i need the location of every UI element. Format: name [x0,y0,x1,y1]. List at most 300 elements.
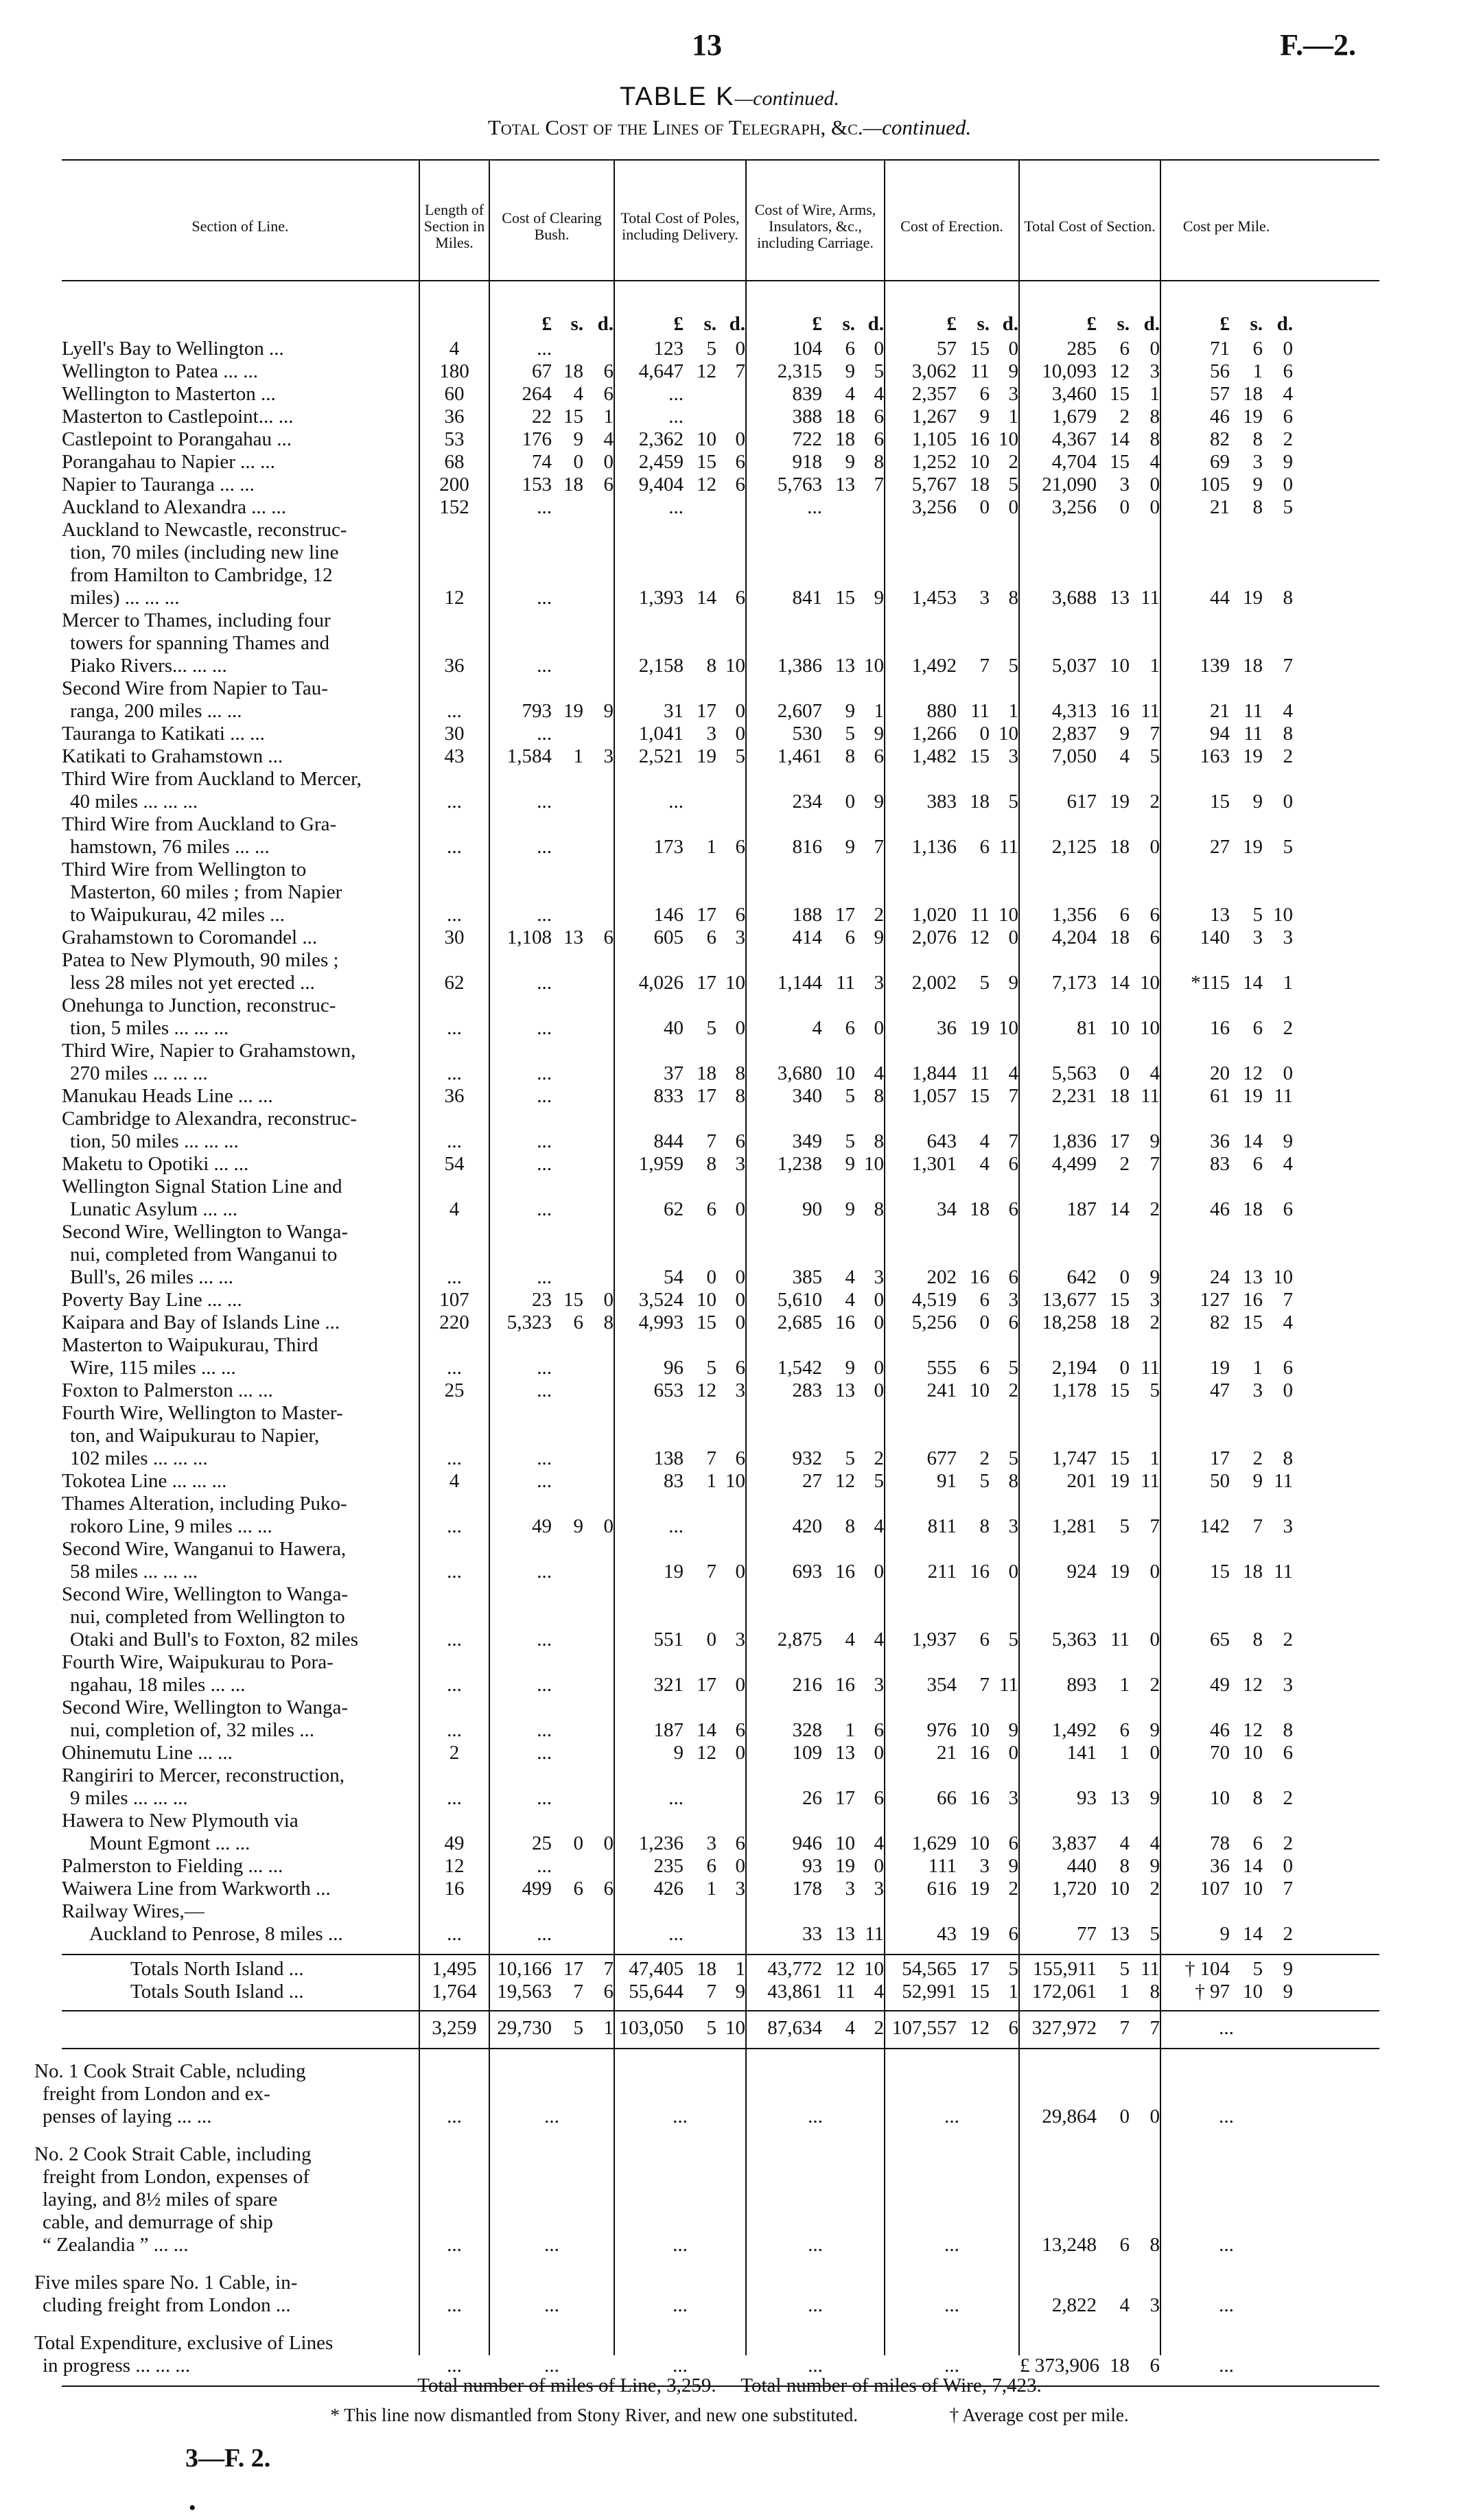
wire-pounds: 283 [792,1379,822,1401]
clearing-pence: 1 [603,2017,614,2039]
total-pounds: 10,093 [1042,360,1097,382]
permile-cell [1161,360,1298,383]
total-pounds: 141 [1066,1742,1097,1764]
section-name [62,1402,419,1470]
document-reference: F.—2. [1280,28,1356,62]
section-name [62,1538,419,1583]
poles-cell: ... [673,2294,688,2316]
length-cell: ... [447,1130,462,1152]
total-shillings: 11 [1110,1629,1130,1650]
total-pence: 11 [1141,1958,1160,1980]
clearing-shillings: 18 [563,474,583,495]
wire-cell [747,972,889,994]
clearing-pounds: ... [537,904,552,926]
total-pence: 9 [1149,1719,1160,1741]
total-shillings: 13 [1110,1923,1130,1945]
poles-cell [615,655,751,677]
clearing-pounds: ... [537,1198,552,1220]
wire-shillings: 18 [835,406,855,428]
erection-shillings: 6 [979,1629,990,1650]
wire-pounds: 816 [792,836,822,858]
total-pounds: 3,688 [1051,587,1097,609]
wire-pence: 4 [874,1629,884,1650]
total-pounds: 7,173 [1051,972,1097,994]
table-row [62,926,1379,949]
erection-cell [885,1470,1024,1493]
erection-pence: 3 [1008,745,1018,767]
wire-shillings: 1 [845,1719,855,1741]
poles-pounds: ... [668,406,684,428]
section-line: Second Wire, Wellington to Wanga- [62,1583,349,1605]
erection-pounds: 677 [926,1447,957,1469]
clearing-pence: 6 [603,1878,614,1900]
total-shillings: 7 [1119,2017,1130,2039]
permile-cell [1161,1130,1298,1153]
erection-pounds: 1,844 [911,1062,957,1084]
erection-pence: 1 [1008,700,1018,722]
total-pounds: 285 [1066,338,1097,360]
wire-pounds: 918 [792,451,822,473]
totals-summary-note: Total number of miles of Line, 3,259. Total number of miles of Wire, 7,423. [417,2375,1042,2396]
permile-cell [1161,587,1298,609]
permile-cell: ... [1219,2017,1234,2039]
total-pence: 5 [1149,745,1160,767]
section-line: cable, and demurrage of ship [43,2211,273,2233]
erection-pounds: 1,136 [911,836,957,858]
total-shillings: 18 [1110,836,1130,858]
permile-pence: 10 [1273,904,1293,926]
permile-cell [1161,972,1298,994]
permile-cell [1161,700,1298,723]
permile-pence: 9 [1283,1130,1293,1152]
poles-cell [615,1311,751,1334]
wire-pounds: 109 [792,1742,822,1764]
section-line: Railway Wires,— [62,1900,205,1922]
wire-pence: 6 [874,428,884,450]
clearing-pounds: ... [537,1447,552,1469]
erection-pounds: 354 [926,1674,957,1696]
wire-shillings: 9 [845,451,855,473]
clearing-pounds: 1,584 [506,745,552,767]
total-pence: 11 [1141,700,1160,722]
wire-pounds: 27 [802,1470,822,1492]
clearing-cell [490,1470,619,1493]
section-name [34,2060,419,2128]
clearing-pounds: ... [537,1470,552,1492]
wire-pence: 4 [874,1062,884,1084]
section-line: ton, and Waipukurau to Napier, [70,1425,320,1447]
table-row [62,723,1379,745]
wire-pence: 9 [874,723,884,745]
length-cell: 107 [439,1289,469,1311]
wire-cell [747,655,889,677]
permile-pounds: 46 [1210,1198,1230,1220]
permile-shillings: 6 [1252,1832,1263,1854]
section-line: penses of laying ... ... [43,2105,212,2127]
wire-cell [747,1719,889,1742]
wire-shillings: 13 [835,474,855,495]
poles-cell [615,926,751,949]
wire-shillings: 13 [835,1742,855,1764]
clearing-cell [490,1311,619,1334]
clearing-pounds: 1,108 [506,926,552,948]
clearing-pounds: ... [537,1855,552,1877]
wire-cell [747,338,889,360]
wire-pence: 11 [865,1923,884,1945]
total-pounds: 5,563 [1051,1062,1097,1084]
erection-cell [885,2017,1024,2040]
wire-pence: 10 [864,1958,884,1980]
wire-cell [747,406,889,428]
total-pounds: 1,281 [1051,1515,1097,1537]
poles-cell [615,1958,751,1981]
permile-pence: 2 [1283,1923,1293,1945]
total-pence: 9 [1149,1787,1160,1809]
clearing-cell [490,1719,619,1742]
wire-cell [747,700,889,723]
table-row [62,1810,1379,1855]
permile-cell [1161,1629,1298,1651]
clearing-pounds: 74 [532,451,552,473]
total-pence: 0 [1149,1629,1160,1650]
permile-pence: 4 [1283,1153,1293,1175]
wire-pounds: 340 [792,1085,822,1107]
total-cell [1020,2234,1165,2256]
poles-pounds: 3,524 [638,1289,684,1311]
section-line: Second Wire, Wellington to Wanga- [62,1696,349,1718]
table-rule [62,2010,1379,2011]
total-cell [1020,428,1165,451]
poles-pence: 0 [735,1266,745,1288]
permile-shillings: 18 [1243,383,1263,405]
section-line: Fourth Wire, Waipukurau to Pora- [62,1651,334,1673]
wire-shillings: 11 [836,1981,855,2003]
erection-shillings: 10 [970,1719,990,1741]
clearing-cell [490,972,619,994]
clearing-cell [490,1198,619,1221]
poles-cell [615,1130,751,1153]
permile-shillings: 9 [1252,474,1263,495]
clearing-pounds: ... [537,496,552,518]
total-cell [1020,836,1165,859]
total-pence: 2 [1149,1878,1160,1900]
table-row [62,1108,1379,1153]
poles-cell [615,1719,751,1742]
total-pounds: 2,125 [1051,836,1097,858]
wire-pounds: 932 [792,1447,822,1469]
erection-pence: 2 [1008,1878,1018,1900]
permile-pence: 0 [1283,338,1293,360]
clearing-cell [490,451,619,474]
permile-cell [1161,383,1298,406]
erection-pounds: 880 [926,700,957,722]
permile-shillings: 18 [1243,655,1263,677]
table-row [62,1311,1379,1334]
permile-cell [1161,428,1298,451]
poles-cell [615,1561,751,1583]
wire-cell [747,1447,889,1470]
section-line: Wellington to Masterton ... [62,383,276,405]
clearing-cell [490,1878,619,1900]
poles-pence: 3 [735,1379,745,1401]
section-line: Piako Rivers... ... ... [70,655,227,677]
wire-pence: 6 [874,1719,884,1741]
wire-pence: 5 [874,360,884,382]
total-pounds: 18,258 [1042,1311,1097,1333]
erection-pence: 0 [1008,338,1018,360]
wire-shillings: 9 [845,1198,855,1220]
total-shillings: 0 [1119,1357,1130,1379]
erection-pence: 2 [1008,451,1018,473]
erection-cell [885,1062,1024,1085]
section-line: Kaipara and Bay of Islands Line ... [62,1311,340,1333]
pence-symbol: d. [1002,313,1018,335]
clearing-cell [490,1085,619,1108]
permile-cell [1161,1153,1298,1176]
clearing-cell [490,700,619,723]
table-row [62,406,1379,428]
erection-shillings: 18 [970,474,990,495]
permile-shillings: 8 [1252,496,1263,518]
poles-pounds: 9,404 [638,474,684,495]
wire-pounds: 1,144 [777,972,822,994]
poles-cell [615,1198,751,1221]
clearing-shillings: 15 [563,406,583,428]
section-line: Wellington to Patea ... ... [62,360,259,382]
wire-cell [747,1958,889,1981]
erection-pence: 4 [1008,1062,1018,1084]
poles-cell [615,1357,751,1379]
total-pounds: £ 373,906 [1020,2355,1099,2377]
poles-shillings: 8 [706,1153,716,1175]
pence-symbol: d. [1143,313,1160,335]
wire-cell [747,1787,889,1810]
clearing-pence: 6 [603,474,614,495]
total-pence: 4 [1149,1832,1160,1854]
wire-cell [747,836,889,859]
clearing-pounds: ... [537,1719,552,1741]
permile-shillings: 5 [1252,904,1263,926]
section-name [62,745,419,768]
total-pence: 2 [1149,1198,1160,1220]
clearing-pounds: 19,563 [497,1981,552,2003]
poles-pence: 10 [725,1470,745,1492]
poles-cell [615,1017,751,1040]
permile-shillings: 18 [1243,1561,1263,1583]
erection-pence: 9 [1008,1855,1018,1877]
wire-shillings: 6 [845,338,855,360]
permile-pounds: 56 [1210,360,1230,382]
erection-shillings: 15 [970,1981,990,2003]
wire-pounds: 839 [792,383,822,405]
wire-cell [747,926,889,949]
clearing-cell: ... [544,2294,559,2316]
grand-total-row [62,2017,1379,2040]
wire-pence: 0 [874,1289,884,1311]
total-cell [1020,2294,1165,2317]
wire-pounds: 4 [812,1017,822,1039]
table-row [62,745,1379,768]
table-row [62,1176,1379,1221]
total-pence: 8 [1149,428,1160,450]
wire-pence: 8 [874,451,884,473]
total-cell [1020,1719,1165,1742]
section-line: Katikati to Grahamstown ... [62,745,283,767]
clearing-pounds: ... [537,791,552,813]
total-pence: 0 [1149,474,1160,495]
wire-pence: 5 [874,1470,884,1492]
wire-cell [747,1289,889,1311]
poles-cell [615,904,751,926]
clearing-pounds: 67 [532,360,552,382]
erection-cell [885,791,1024,813]
permile-cell [1161,1017,1298,1040]
clearing-units [490,313,619,336]
table-row [62,1402,1379,1470]
wire-shillings: 6 [845,1017,855,1039]
erection-cell [885,1447,1024,1470]
erection-pounds: 383 [926,791,957,813]
section-name [62,1878,419,1900]
length-cell: 54 [444,1153,465,1175]
length-cell: ... [447,1787,462,1809]
section-line: Auckland to Newcastle, reconstruc- [62,519,347,541]
poles-pence: 6 [735,1130,745,1152]
clearing-cell [490,1289,619,1311]
erection-shillings: 16 [970,1561,990,1583]
wire-pence: 4 [874,1981,884,2003]
poles-pounds: 605 [653,926,684,948]
section-line: freight from London and ex- [43,2083,270,2105]
col-header-length: Length of Section in Miles. [423,201,485,251]
col-header-erection: Cost of Erection. [900,218,1003,235]
poles-shillings: 1 [706,1470,716,1492]
clearing-shillings: 5 [573,2017,583,2039]
section-name [62,519,419,609]
poles-cell [615,428,751,451]
erection-pence: 1 [1008,406,1018,428]
wire-pounds: 722 [792,428,822,450]
erection-pounds: 21 [937,1742,957,1764]
poles-pounds: 138 [653,1447,684,1469]
table-row [62,1493,1379,1538]
wire-cell [747,1357,889,1379]
clearing-pence: 7 [603,1958,614,1980]
erection-pounds: 202 [926,1266,957,1288]
erection-pence: 3 [1008,1515,1018,1537]
poles-pence: 3 [735,926,745,948]
table-row [62,1221,1379,1289]
wire-shillings: 0 [845,791,855,813]
poles-cell [615,972,751,994]
wire-pence: 0 [874,1357,884,1379]
poles-pence: 5 [735,745,745,767]
clearing-cell [490,1674,619,1696]
table-title-main: TABLE K [620,82,735,111]
poles-pounds: 1,236 [638,1832,684,1854]
poles-shillings: 15 [697,1311,716,1333]
poles-pence: 8 [735,1062,745,1084]
permile-cell [1161,1311,1298,1334]
poles-pence: 6 [735,1357,745,1379]
poles-pence: 0 [735,338,745,360]
total-pounds: 1,356 [1051,904,1097,926]
erection-shillings: 6 [979,836,990,858]
total-pence: 11 [1141,1357,1160,1379]
permile-cell [1161,1289,1298,1311]
poles-pence: 3 [735,1629,745,1650]
erection-pence: 6 [1008,1311,1018,1333]
poles-pounds: 426 [653,1878,684,1900]
table-row [62,1379,1379,1402]
erection-pence: 10 [999,428,1018,450]
wire-shillings: 4 [845,1266,855,1288]
total-pounds: 1,492 [1051,1719,1097,1741]
length-cell: 180 [439,360,469,382]
erection-pence: 0 [1008,496,1018,518]
poles-units [615,313,751,336]
section-line: less 28 miles not yet erected ... [70,972,315,994]
length-cell: 200 [439,474,469,495]
printer-dot: • [189,2497,196,2519]
erection-pounds: 241 [926,1379,957,1401]
section-line: tion, 50 miles ... ... ... [70,1130,239,1152]
clearing-pounds: ... [537,836,552,858]
erection-pence: 11 [999,1674,1018,1696]
section-line: Otaki and Bull's to Foxton, 82 miles [70,1629,359,1650]
erection-shillings: 19 [970,1017,990,1039]
poles-shillings: 12 [697,360,716,382]
section-line: ranga, 200 miles ... ... [70,700,242,722]
section-name [62,1221,419,1289]
total-shillings: 14 [1110,1198,1130,1220]
wire-cell [747,1981,889,2003]
permile-pounds: 142 [1200,1515,1230,1537]
wire-cell [747,1198,889,1221]
poles-cell [615,1832,751,1855]
total-pence: 1 [1149,1447,1160,1469]
erection-pounds: 107,557 [891,2017,957,2039]
erection-shillings: 8 [979,1515,990,1537]
erection-pence: 5 [1008,1357,1018,1379]
pound-symbol: £ [1086,313,1097,335]
total-pence: 10 [1140,1017,1160,1039]
section-name [62,859,419,926]
erection-pounds: 57 [937,338,957,360]
total-shillings: 0 [1119,1062,1130,1084]
permile-cell [1161,904,1298,926]
total-cell [1020,1742,1165,1764]
clearing-pounds: 23 [532,1289,552,1311]
clearing-pounds: ... [537,1130,552,1152]
table-row [62,1764,1379,1810]
length-cell: ... [447,1719,462,1741]
poles-pounds: 187 [653,1719,684,1741]
permile-cell [1161,1923,1298,1946]
wire-pounds: 420 [792,1515,822,1537]
wire-cell [747,745,889,768]
poles-pounds: ... [668,791,684,813]
total-pounds: 1,178 [1051,1379,1097,1401]
permile-pence: 2 [1283,1787,1293,1809]
erection-pence: 7 [1008,1130,1018,1152]
permile-pence: 9 [1283,1958,1293,1980]
pound-symbol: £ [812,313,822,335]
poles-shillings: 7 [706,1130,716,1152]
table-row [62,474,1379,496]
erection-pounds: 1,267 [911,406,957,428]
total-cell [1020,1561,1165,1583]
